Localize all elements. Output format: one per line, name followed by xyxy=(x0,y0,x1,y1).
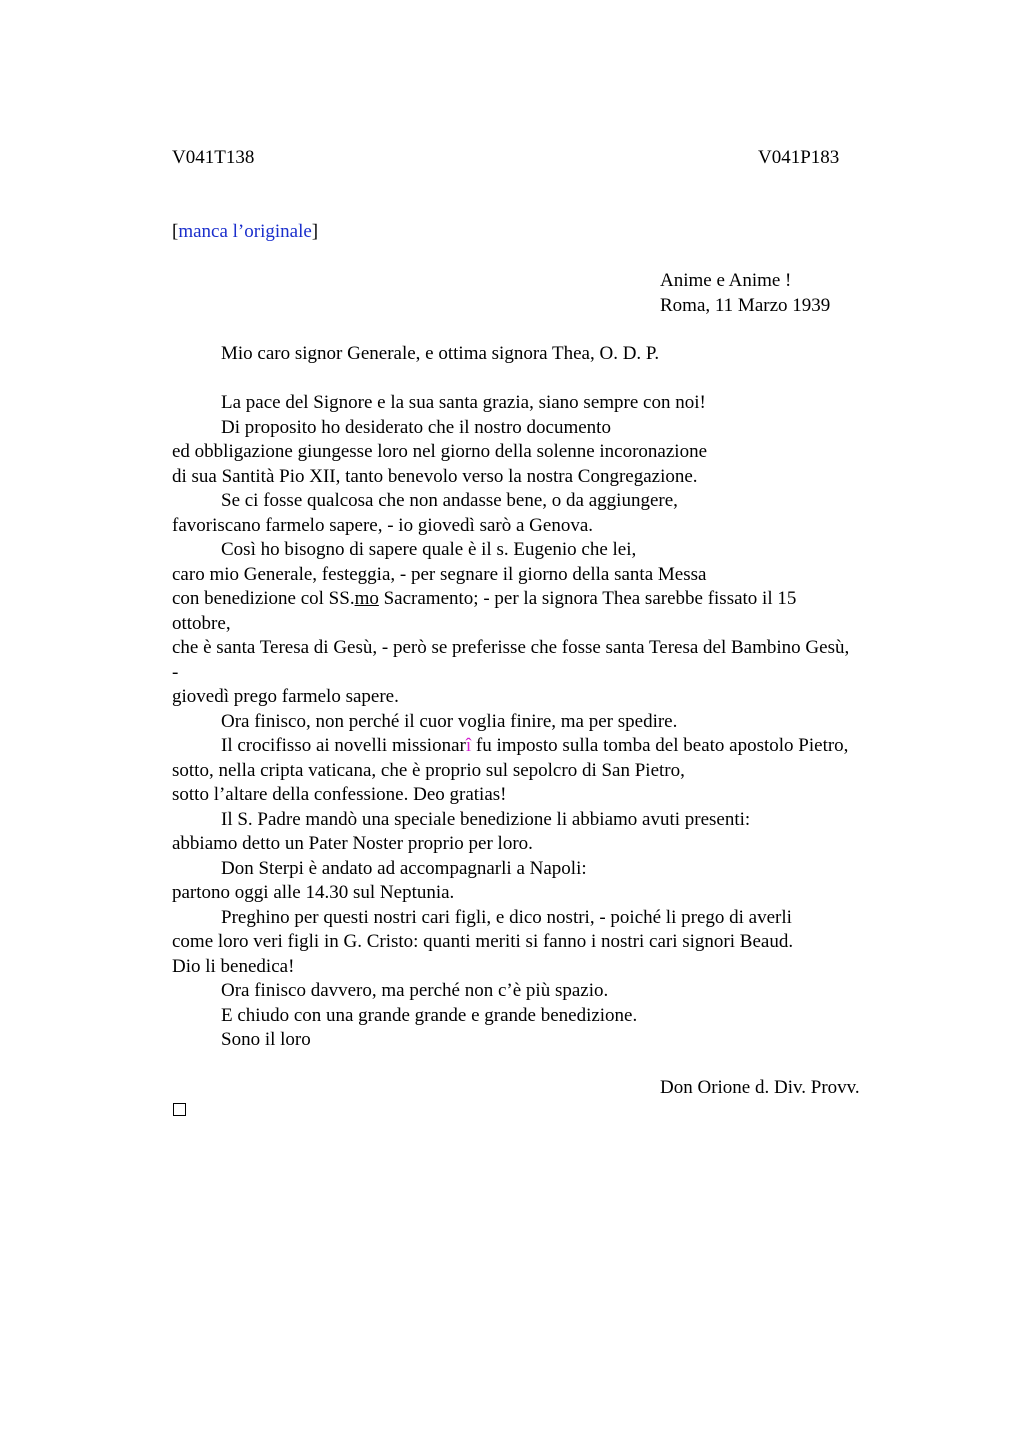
letter-body xyxy=(172,391,932,1053)
letter-date: Roma, 11 Marzo 1939 xyxy=(660,295,831,316)
body-line: sotto l’altare della confessione. Deo gratias! xyxy=(172,784,507,805)
signature: Don Orione d. Div. Provv. xyxy=(660,1077,860,1098)
body-fragment: fu imposto sulla tomba del beato apostolo Pietro, xyxy=(471,735,849,756)
body-line: Di proposito ho desiderato che il nostro documento xyxy=(221,416,611,438)
body-fragment: Sacramento; - per la signora Thea sarebbe fissato il 15 xyxy=(378,588,797,609)
body-line: ed obbligazione giungesse loro nel giorno della solenne incoronazione xyxy=(172,441,708,462)
body-line: Così ho bisogno di sapere quale è il s. Eugenio che lei, xyxy=(221,539,637,560)
highlighted-letter: î xyxy=(465,735,472,756)
body-line: Se ci fosse qualcosa che non andasse bene, o da aggiungere, xyxy=(221,490,678,511)
salutation: Mio caro signor Generale, e ottima signora Thea, O. D. P. xyxy=(221,343,660,364)
body-line: caro mio Generale, festeggia, - per segnare il giorno della santa Messa xyxy=(172,563,707,585)
body-line: Ora finisco, non perché il cuor voglia finire, ma per spedire. xyxy=(221,710,678,732)
underlined-abbreviation: mo xyxy=(354,588,379,609)
square-marker-icon xyxy=(173,1103,186,1116)
body-line xyxy=(172,734,932,759)
body-line: sotto, nella cripta vaticana, che è proprio sul sepolcro di San Pietro, xyxy=(172,759,685,781)
body-line: abbiamo detto un Pater Noster proprio per loro. xyxy=(172,833,533,854)
body-line: di sua Santità Pio XII, tanto benevolo verso la nostra Congregazione. xyxy=(172,465,698,487)
note-close-bracket: ] xyxy=(311,221,319,242)
body-line: partono oggi alle 14.30 sul Neptunia. xyxy=(172,882,455,903)
body-line: Preghino per questi nostri cari figli, e dico nostri, - poiché li prego di averli xyxy=(221,906,792,928)
body-fragment: Il crocifisso ai novelli missionar xyxy=(221,735,466,756)
body-line: Ora finisco davvero, ma perché non c’è più spazio. xyxy=(221,980,609,1001)
original-missing-note xyxy=(172,220,318,245)
body-fragment: con benedizione col SS. xyxy=(172,588,355,609)
body-line: E chiudo con una grande grande e grande benedizione. xyxy=(221,1004,638,1026)
body-line: che è santa Teresa di Gesù, - però se preferisse che fosse santa Teresa del Bambino Gesù, xyxy=(172,637,850,658)
body-line xyxy=(172,587,932,612)
body-line: Il S. Padre mandò una speciale benedizione li abbiamo avuti presenti: xyxy=(221,808,751,830)
body-line: favoriscano farmelo sapere, - io giovedì sarò a Genova. xyxy=(172,514,593,536)
note-text: manca l’originale xyxy=(178,221,312,242)
body-line: giovedì prego farmelo sapere. xyxy=(172,686,399,707)
body-line: ottobre, xyxy=(172,612,231,634)
body-line: come loro veri figli in G. Cristo: quanti meriti si fanno i nostri cari signori Beaud. xyxy=(172,931,794,952)
body-line: Don Sterpi è andato ad accompagnarli a Napoli: xyxy=(221,857,587,879)
body-line: Sono il loro xyxy=(221,1029,311,1050)
body-line: - xyxy=(172,661,179,683)
body-line: Dio li benedica! xyxy=(172,955,295,977)
body-line: La pace del Signore e la sua santa grazia, siano sempre con noi! xyxy=(221,392,706,413)
motto: Anime e Anime ! xyxy=(660,270,792,291)
right-code: V041P183 xyxy=(758,147,840,168)
left-code: V041T138 xyxy=(172,147,255,168)
note-open-bracket: [ xyxy=(172,221,179,242)
